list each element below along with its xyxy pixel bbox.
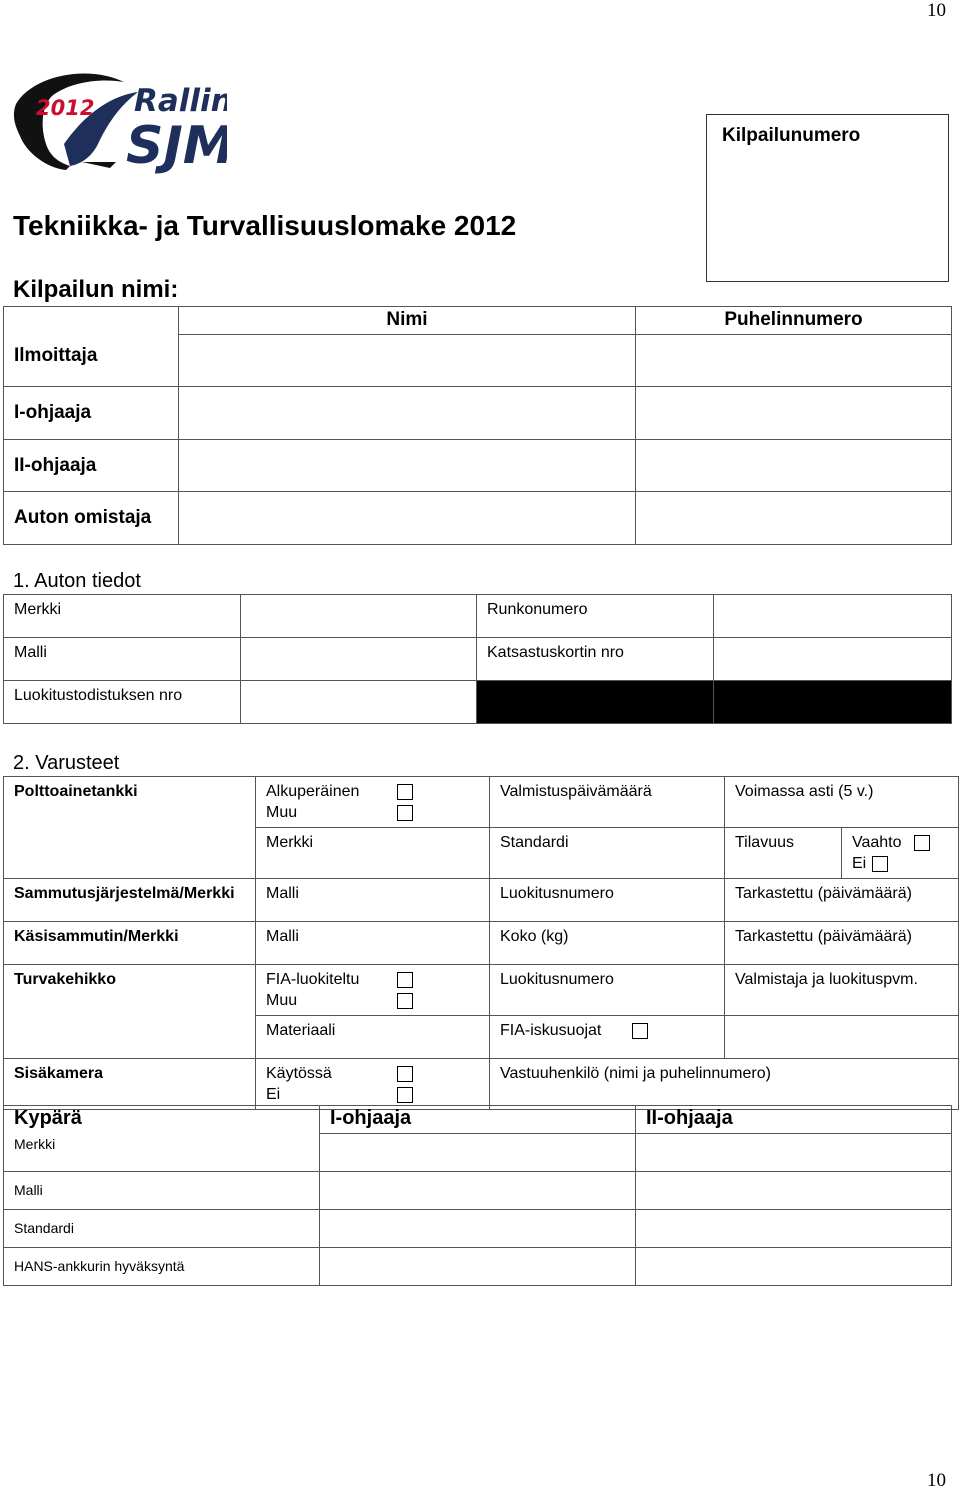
omistaja-name-cell[interactable] [179, 492, 636, 545]
label-sammutus-malli: Malli [256, 879, 490, 922]
label-alkuperainen: Alkuperäinen [266, 783, 360, 800]
helmet-hans-ii[interactable] [636, 1248, 952, 1286]
label-vastuuhenkilo: Vastuuhenkilö (nimi ja puhelinnumero) [490, 1059, 959, 1110]
label-kasisammutin-tarkastettu: Tarkastettu (päivämäärä) [725, 922, 959, 965]
label-kasisammutin: Käsisammutin/Merkki [4, 922, 256, 965]
helmet-malli-i[interactable] [320, 1172, 636, 1210]
cage-type-cell [256, 965, 490, 1016]
label-sammutus-luokitusnumero: Luokitusnumero [490, 879, 725, 922]
label-valmistaja: Valmistaja ja luokituspvm. [725, 965, 959, 1016]
helmet-label-merkki: Merkki [4, 1134, 320, 1172]
competition-number-box[interactable] [706, 114, 949, 282]
ei-kamera-checkbox[interactable] [397, 1087, 413, 1103]
label-fia-luokiteltu: FIA-luokiteltu [266, 971, 360, 988]
camera-cell [256, 1059, 490, 1110]
helmet-malli-ii[interactable] [636, 1172, 952, 1210]
omistaja-phone-cell[interactable] [636, 492, 952, 545]
label-kasisammutin-malli: Malli [256, 922, 490, 965]
row-label-ilmoittaja: Ilmoittaja [4, 307, 179, 387]
label-muu: Muu [266, 804, 298, 821]
helmet-label-malli: Malli [4, 1172, 320, 1210]
helmet-header-i-ohjaaja: I-ohjaaja [320, 1106, 636, 1134]
label-ei-kamera: Ei [266, 1086, 281, 1103]
label-merkki: Merkki [4, 595, 241, 638]
katsastuskortti-cell[interactable] [714, 638, 952, 681]
label-runkonumero: Runkonumero [477, 595, 714, 638]
row-label-i-ohjaaja: I-ohjaaja [4, 387, 179, 440]
label-sammutusjarjestelma: Sammutusjärjestelmä/Merkki [4, 879, 256, 922]
fia-luokiteltu-checkbox[interactable] [397, 972, 413, 988]
page-title: Tekniikka- ja Turvallisuuslomake 2012 [13, 210, 517, 241]
label-polttoainetankki: Polttoainetankki [4, 777, 256, 879]
kaytossa-checkbox[interactable] [397, 1066, 413, 1082]
label-malli: Malli [4, 638, 241, 681]
cage-muu-checkbox[interactable] [397, 993, 413, 1009]
equipment-table [3, 776, 959, 1110]
helmet-hans-i[interactable] [320, 1248, 636, 1286]
label-valmistuspvm: Valmistuspäivämäärä [490, 777, 725, 828]
ei-vaahto-checkbox[interactable] [872, 856, 888, 872]
row-label-ii-ohjaaja: II-ohjaaja [4, 440, 179, 492]
header-nimi: Nimi [179, 307, 636, 335]
logo-year: 2012 [36, 96, 95, 120]
runkonumero-cell[interactable] [714, 595, 952, 638]
ii-ohjaaja-phone-cell[interactable] [636, 440, 952, 492]
label-ei-vaahto: Ei [852, 855, 867, 872]
label-sammutus-tarkastettu: Tarkastettu (päivämäärä) [725, 879, 959, 922]
helmet-standardi-ii[interactable] [636, 1210, 952, 1248]
ilmoittaja-phone-cell[interactable] [636, 335, 952, 387]
competition-number-label: Kilpailunumero [722, 125, 861, 146]
label-katsastuskortti: Katsastuskortin nro [477, 638, 714, 681]
helmet-label-standardi: Standardi [4, 1210, 320, 1248]
persons-table [3, 306, 952, 545]
foam-cell [842, 828, 959, 879]
page-number-top: 10 [927, 0, 946, 21]
rally-logo-icon [12, 66, 227, 174]
helmet-merkki-ii[interactable] [636, 1134, 952, 1172]
malli-cell[interactable] [241, 638, 477, 681]
label-luokitustodistus: Luokitustodistuksen nro [4, 681, 241, 724]
fia-iskusuojat-checkbox[interactable] [632, 1023, 648, 1039]
label-kaytossa: Käytössä [266, 1065, 332, 1082]
label-tank-merkki: Merkki [256, 828, 490, 879]
label-voimassa: Voimassa asti (5 v.) [725, 777, 959, 828]
tank-type-cell [256, 777, 490, 828]
fia-iskusuojat-cell [490, 1016, 725, 1059]
logo-line2: SJM [126, 116, 227, 174]
merkki-cell[interactable] [241, 595, 477, 638]
header-puhelinnumero: Puhelinnumero [636, 307, 952, 335]
alkuperainen-checkbox[interactable] [397, 784, 413, 800]
label-materiaali: Materiaali [256, 1016, 490, 1059]
i-ohjaaja-name-cell[interactable] [179, 387, 636, 440]
label-sisakamera: Sisäkamera [4, 1059, 256, 1110]
label-tilavuus: Tilavuus [725, 828, 842, 879]
page-number-bottom: 10 [927, 1470, 946, 1488]
helmet-header-ii-ohjaaja: II-ohjaaja [636, 1106, 952, 1134]
helmet-table [3, 1105, 952, 1286]
label-turvakehikko: Turvakehikko [4, 965, 256, 1059]
section2-title: 2. Varusteet [13, 752, 120, 774]
label-standardi: Standardi [490, 828, 725, 879]
helmet-merkki-i[interactable] [320, 1134, 636, 1172]
cage-empty-cell[interactable] [725, 1016, 959, 1059]
label-cage-muu: Muu [266, 992, 298, 1009]
competition-name-label: Kilpailun nimi: [13, 276, 179, 303]
ii-ohjaaja-name-cell[interactable] [179, 440, 636, 492]
section1-title: 1. Auton tiedot [13, 570, 141, 592]
label-koko: Koko (kg) [490, 922, 725, 965]
blacked-out-cell-2 [714, 681, 952, 724]
label-cage-luokitusnumero: Luokitusnumero [490, 965, 725, 1016]
blacked-out-cell [477, 681, 714, 724]
vaahto-checkbox[interactable] [914, 835, 930, 851]
ilmoittaja-name-cell[interactable] [179, 335, 636, 387]
helmet-label-hans: HANS-ankkurin hyväksyntä [4, 1248, 320, 1286]
helmet-title: Kypärä [4, 1106, 320, 1134]
car-info-table [3, 594, 952, 724]
luokitustodistus-cell[interactable] [241, 681, 477, 724]
label-vaahto: Vaahto [852, 834, 902, 851]
i-ohjaaja-phone-cell[interactable] [636, 387, 952, 440]
logo-line1: Rallin [134, 83, 227, 119]
helmet-standardi-i[interactable] [320, 1210, 636, 1248]
label-fia-iskusuojat: FIA-iskusuojat [500, 1022, 602, 1039]
muu-checkbox[interactable] [397, 805, 413, 821]
row-label-auton-omistaja: Auton omistaja [4, 492, 179, 545]
